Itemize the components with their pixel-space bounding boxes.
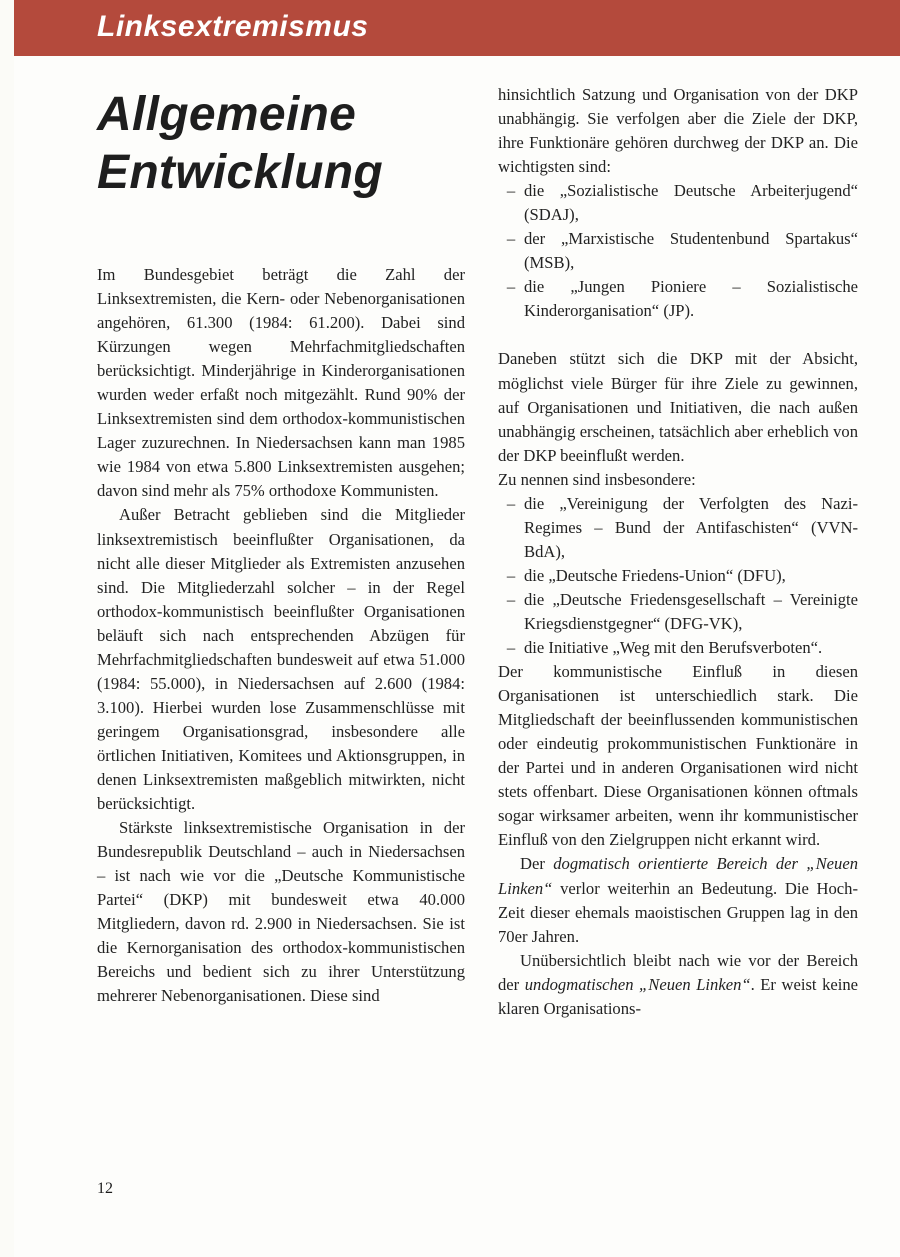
paragraph-gap bbox=[498, 323, 858, 347]
paragraph-dkp-continued: hinsichtlich Satzung und Organisation von der DKP unabhängig. Sie verfolgen aber die Ziele der DKP, ihre Funktionäre gehören durchweg der DKP an. Die wichtigsten sind: bbox=[498, 85, 858, 177]
list-item: – die „Vereinigung der Verfolgten des Nazi-Regimes – Bund der Antifaschisten“ (VVN-BdA), bbox=[498, 492, 858, 564]
side-organisations-list bbox=[498, 179, 858, 323]
paragraph-list-intro: Zu nennen sind insbesondere: bbox=[498, 469, 696, 489]
paragraph-influenced-initiatives: Daneben stützt sich die DKP mit der Absicht, möglichst viele Bürger für ihre Ziele zu gewinnen, auf Organisationen und Initiativen, die nach außen unabhängig erscheinen, tatsächlich aber erheblich von der DKP beeinflußt werden. bbox=[498, 349, 858, 465]
page-title-line-2: Entwicklung bbox=[97, 146, 383, 199]
paragraph-influenced-organisations: Außer Betracht geblieben sind die Mitglieder linksextremistisch beeinflußter Organisationen, da nicht alle dieser Mitglieder als Extremisten anzusehen sind. Die Mitgliederzahl solcher – in der Regel orthodox-kommunistisch beeinflußter Organisationen beläuft sich nach entsprechenden Abzügen für Mehrfachmitgliedschaften bundesweit auf etwa 51.000 (1984: 55.000), in Niedersachsen auf 2.600 (1984: 3.100). Hierbei wurden lose Zusammenschlüsse mit geringem Organisationsgrad, insbesondere alle örtlichen Initiativen, Komitees und Aktionsgruppen, in denen Linksextremisten maßgeblich mitwirkten, nicht berücksichtigt. bbox=[97, 505, 465, 814]
right-column bbox=[498, 83, 858, 1021]
page-number: 12 bbox=[97, 1180, 113, 1197]
page-edge bbox=[0, 0, 14, 1257]
page-title bbox=[97, 86, 477, 202]
emphasis-text: undogmatischen „Neuen Linken“ bbox=[524, 974, 751, 994]
text-run: Unübersichtlich bleibt nach wie vor der Bereich der bbox=[498, 950, 858, 994]
text-run: . Er weist keine klaren Organisations- bbox=[498, 974, 859, 1018]
section-header-title: Linksextremismus bbox=[97, 10, 369, 43]
left-column bbox=[97, 263, 465, 1008]
list-item: – der „Marxistische Studentenbund Spartakus“ (MSB), bbox=[498, 227, 858, 275]
page-title-line-1: Allgemeine bbox=[97, 88, 357, 141]
paragraph-membership-count: Im Bundesgebiet beträgt die Zahl der Linksextremisten, die Kern- oder Nebenorganisationen angehören, 61.300 (1984: 61.200). Dabei sind Kürzungen wegen Mehrfachmitgliedschaften berücksichtigt. Minderjährige in Kinderorganisationen wurden weder erfaßt noch mitgezählt. Rund 90% der Linksextremisten sind dem orthodox-kommunistischen Lager zuzurechnen. In Niedersachsen kann man 1985 wie 1984 von etwa 5.800 Linksextremisten ausgehen; davon sind mehr als 75% orthodoxe Kommunisten. bbox=[97, 265, 465, 501]
text-run: verlor weiterhin an Bedeutung. Die Hoch-Zeit dieser ehemals maoistischen Gruppen lag in den 70er Jahren. bbox=[498, 878, 858, 946]
emphasis-text: dogmatisch orientierte Bereich der „Neuen Linken“ bbox=[498, 854, 858, 898]
list-item: – die „Deutsche Friedens-Union“ (DFU), bbox=[498, 564, 858, 588]
list-item: – die „Deutsche Friedensgesellschaft – Vereinigte Kriegsdienstgegner“ (DFG-VK), bbox=[498, 588, 858, 636]
list-item: – die „Sozialistische Deutsche Arbeiterjugend“ (SDAJ), bbox=[498, 179, 858, 227]
text-run: Der bbox=[520, 854, 554, 874]
list-item: – die Initiative „Weg mit den Berufsverboten“. bbox=[498, 636, 858, 660]
influenced-organisations-list bbox=[498, 492, 858, 660]
paragraph-dogmatic-new-left bbox=[498, 852, 858, 948]
paragraph-communist-influence: Der kommunistische Einfluß in diesen Organisationen ist unterschiedlich stark. Die Mitgliedschaft der beeinflussenden kommunistischen oder eindeutig prokommunistischen Funktionäre in der Partei und in anderen Organisationen wird nicht stets offenbart. Diese Organisationen können oftmals sogar wirksamer arbeiten, wenn ihr kommunistischer Einfluß von den Zielgruppen nicht erkannt wird. bbox=[498, 662, 858, 850]
list-item: – die „Jungen Pioniere – Sozialistische Kinderorganisation“ (JP). bbox=[498, 275, 858, 323]
paragraph-undogmatic-new-left bbox=[498, 949, 858, 1021]
paragraph-dkp: Stärkste linksextremistische Organisation in der Bundesrepublik Deutschland – auch in Niedersachsen – ist nach wie vor die „Deutsche Kommunistische Partei“ (DKP) mit bundesweit etwa 40.000 Mitgliedern, davon rd. 2.900 in Niedersachsen. Sie ist die Kernorganisation des orthodox-kommunistischen Bereichs und bedient sich zu ihrer Unterstützung mehrerer Nebenorganisationen. Diese sind bbox=[97, 818, 465, 1006]
